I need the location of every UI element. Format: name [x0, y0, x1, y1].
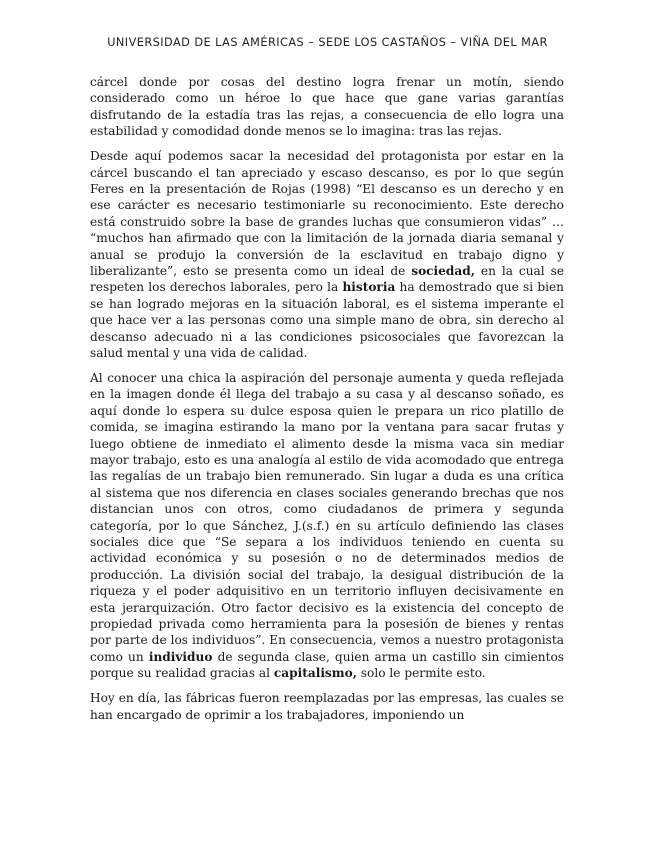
document-body — [90, 74, 564, 731]
bold-term-individuo: individuo — [148, 649, 213, 664]
paragraph-3 — [90, 370, 564, 682]
paragraph-text: solo le permite esto. — [356, 666, 486, 681]
paragraph-text: Al conocer una chica la aspiración del personaje aumenta y queda reflejada en la imagen donde él llega del trabajo a su casa y al descanso soñado, es aquí donde lo espera su dulce esposa quien le prepara un rico platillo de comida, se imagina estirando la mano por la ventana para sacar frutas y luego obtiene de inmediato el alimento desde la misma vaca sin mediar mayor trabajo, esto es una analogía al estilo de vida acomodado que entrega las regalías de un trabajo bien remunerado. Sin lugar a duda es una crítica al sistema que nos diferencia en clases sociales generando brechas que nos distancian unos con otros, como ciudadanos de primera y segunda categoría, por lo que Sánchez, J.(s.f.) en su artículo definiendo las clases sociales dice que “Se separa a los individuos teniendo en cuenta su actividad económica y su posesión o no de determinados medios de producción. La división social del trabajo, la desigual distribución de la riqueza y el poder adquisitivo en un territorio influyen decisivamente en esta jerarquización. Otro factor decisivo es la existencia del concepto de propiedad privada como herramienta para la posesión de bienes y rentas por parte de los individuos”. En consecuencia, vemos a nuestro protagonista como un — [90, 370, 564, 664]
paragraph-text: en la cual se respeten los derechos laborales, pero la — [90, 263, 564, 295]
bold-term-historia: historia — [342, 280, 396, 295]
page-header: UNIVERSIDAD DE LAS AMÉRICAS – SEDE LOS CASTAÑOS – VIÑA DEL MAR — [107, 36, 548, 49]
paragraph-text: Hoy en día, las fábricas fueron reemplazadas por las empresas, las cuales se han encargado de oprimir a los trabajadores, imponiendo un — [90, 691, 564, 722]
bold-term-capitalismo: capitalismo, — [273, 666, 357, 681]
paragraph-2 — [90, 148, 564, 361]
paragraph-1 — [90, 74, 564, 140]
paragraph-text: de segunda clase, quien arma un castillo sin cimientos porque su realidad gracias al — [90, 649, 564, 681]
paragraph-4 — [90, 690, 564, 723]
paragraph-text: Desde aquí podemos sacar la necesidad del protagonista por estar en la cárcel buscando el tan apreciado y escaso descanso, es por lo que según Feres en la presentación de Rojas (1998) “El descanso es un derecho y en ese carácter es necesario testimoniarle su reconocimiento. Este derecho está construido sobre la base de grandes luchas que consumieron vidas” … “muchos han afirmado que con la limitación de la jornada diaria semanal y anual se produjo la conversión de la esclavitud en trabajo digno y liberalizante”, esto se presenta como un ideal de — [90, 149, 564, 278]
paragraph-text: ha demostrado que si bien se han logrado mejoras en la situación laboral, es el sistema imperante el que hace ver a las personas como una simple mano de obra, sin derecho al descanso adecuado ni a las condiciones psicosociales que favorezcan la salud mental y una vida de calidad. — [90, 280, 564, 360]
paragraph-text: cárcel donde por cosas del destino logra frenar un motín, siendo considerado como un héroe lo que hace que gane varias garantías disfrutando de la estadía tras las rejas, a consecuencia de ello logra una estabilidad y comodidad donde menos se lo imagina: tras las rejas. — [90, 75, 564, 139]
bold-term-sociedad: sociedad, — [411, 263, 475, 278]
